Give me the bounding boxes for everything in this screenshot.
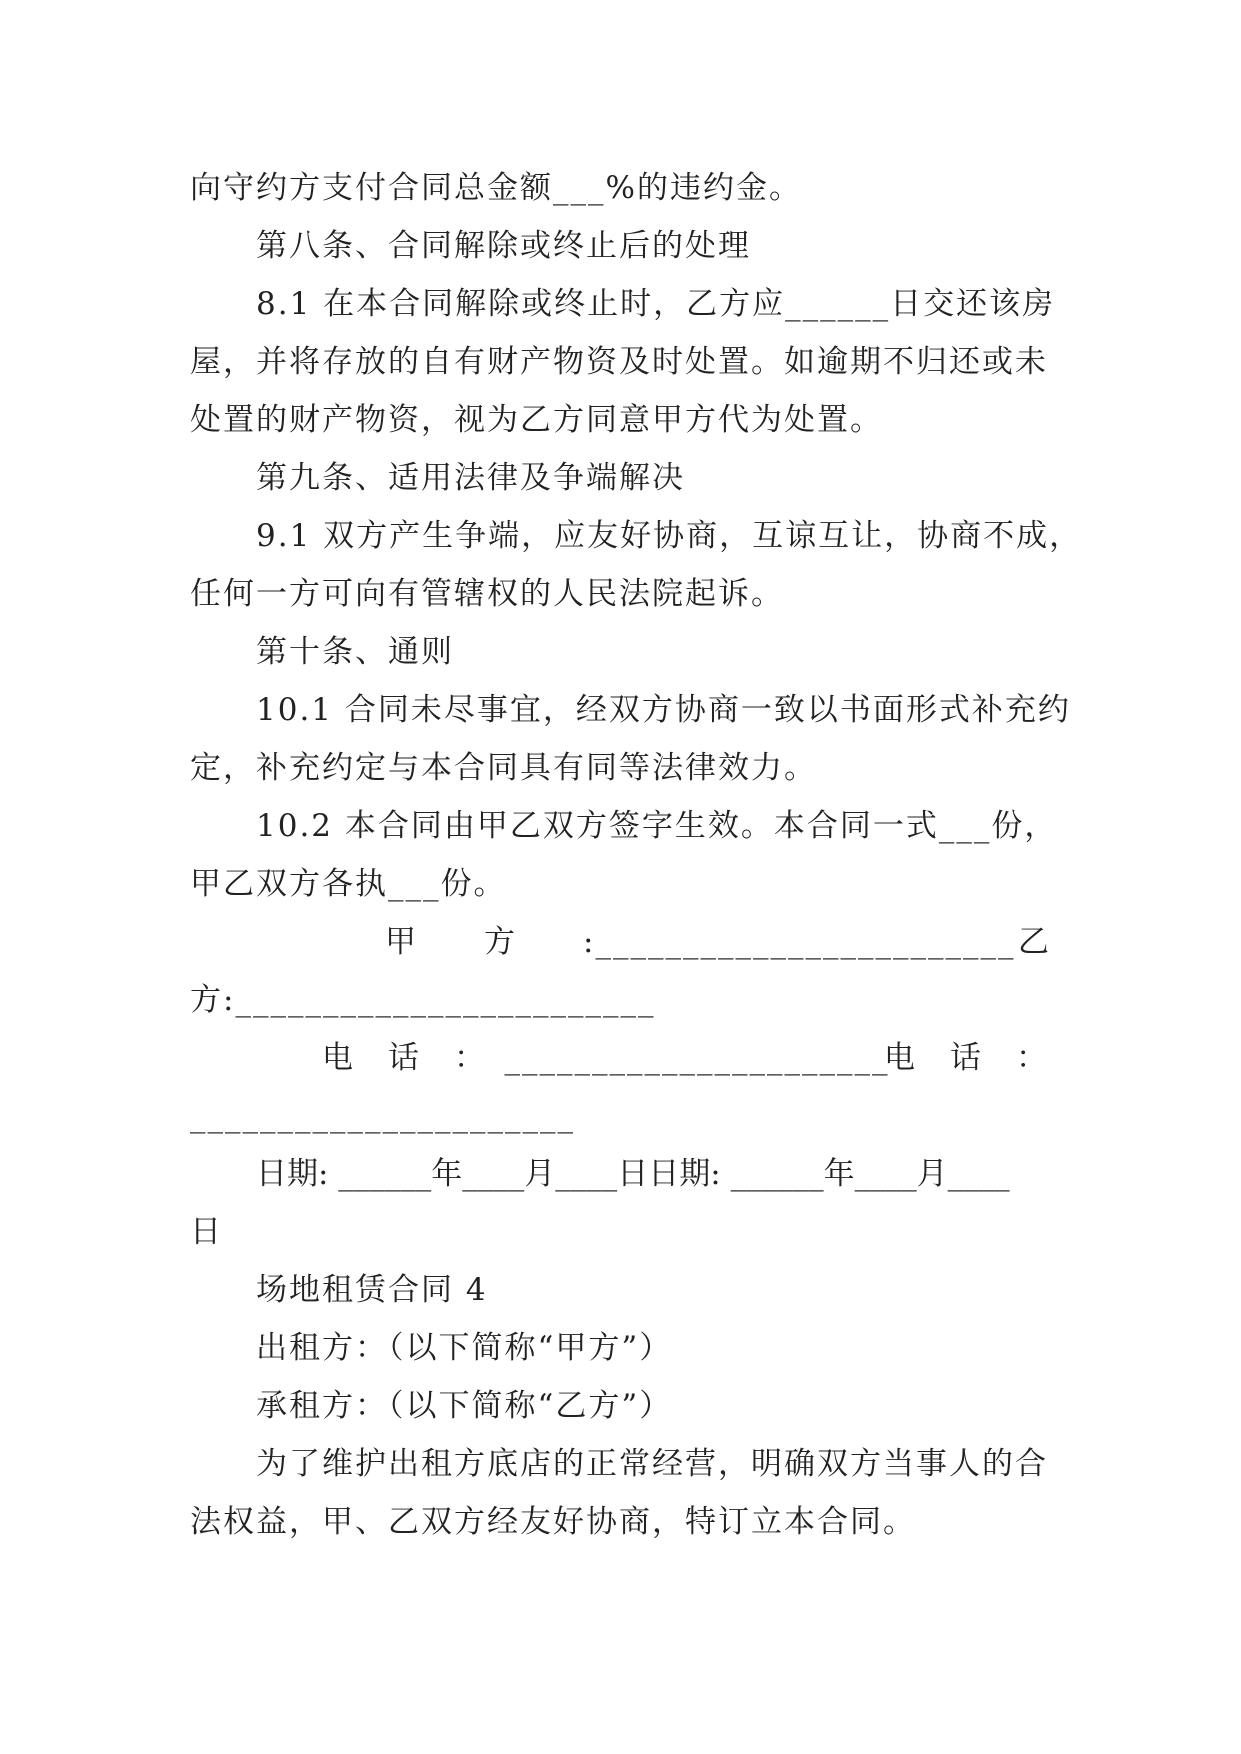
lessor-line: 出租方：（以下简称“甲方”） [256, 1330, 673, 1366]
section-heading: 第九条、适用法律及争端解决 [256, 460, 685, 496]
text-line: 为了维护出租方底店的正常经营，明确双方当事人的合 [256, 1446, 1048, 1482]
contract-title: 场地租赁合同 4 [256, 1272, 488, 1308]
section-heading: 第十条、通则 [256, 634, 454, 670]
section-heading: 第八条、合同解除或终止后的处理 [256, 228, 751, 264]
text-line: 任何一方可向有管辖权的人民法院起诉。 [190, 576, 784, 612]
text-line: 9.1 双方产生争端，应友好协商，互谅互让，协商不成， [256, 518, 1083, 554]
text-line: 甲乙双方各执___份。 [190, 866, 507, 902]
party-a-phone: 电 话 ： ______________________ [322, 1040, 890, 1076]
text-line: 法权益，甲、乙双方经友好协商，特订立本合同。 [190, 1504, 916, 1540]
text-line: 处置的财产物资，视为乙方同意甲方代为处置。 [190, 402, 883, 438]
party-b-phone-line: ______________________ [190, 1098, 575, 1134]
party-a-signature: 甲 方 :________________________ [385, 924, 1016, 960]
text-line: 10.2 本合同由甲乙双方签字生效。本合同一式___份， [256, 808, 1058, 844]
date-line: 日期: ______年____月____日日期: ______年____月____ [256, 1156, 1010, 1192]
party-b-phone-label: 电 话 ： [884, 1040, 1049, 1076]
text-line: 向守约方支付合同总金额___%的违约金。 [190, 170, 802, 206]
text-line: 屋，并将存放的自有财产物资及时处置。如逾期不归还或未 [190, 344, 1048, 380]
lessee-line: 承租方：（以下简称“乙方”） [256, 1388, 673, 1424]
date-line-end: 日 [190, 1214, 223, 1250]
text-line: 定，补充约定与本合同具有同等法律效力。 [190, 750, 817, 786]
party-b-label-start: 乙 [1018, 924, 1051, 960]
text-line: 10.1 合同未尽事宜，经双方协商一致以书面形式补充约 [256, 692, 1071, 728]
party-b-signature: 方:________________________ [190, 982, 656, 1018]
text-line: 8.1 在本合同解除或终止时，乙方应______日交还该房 [256, 286, 1056, 322]
